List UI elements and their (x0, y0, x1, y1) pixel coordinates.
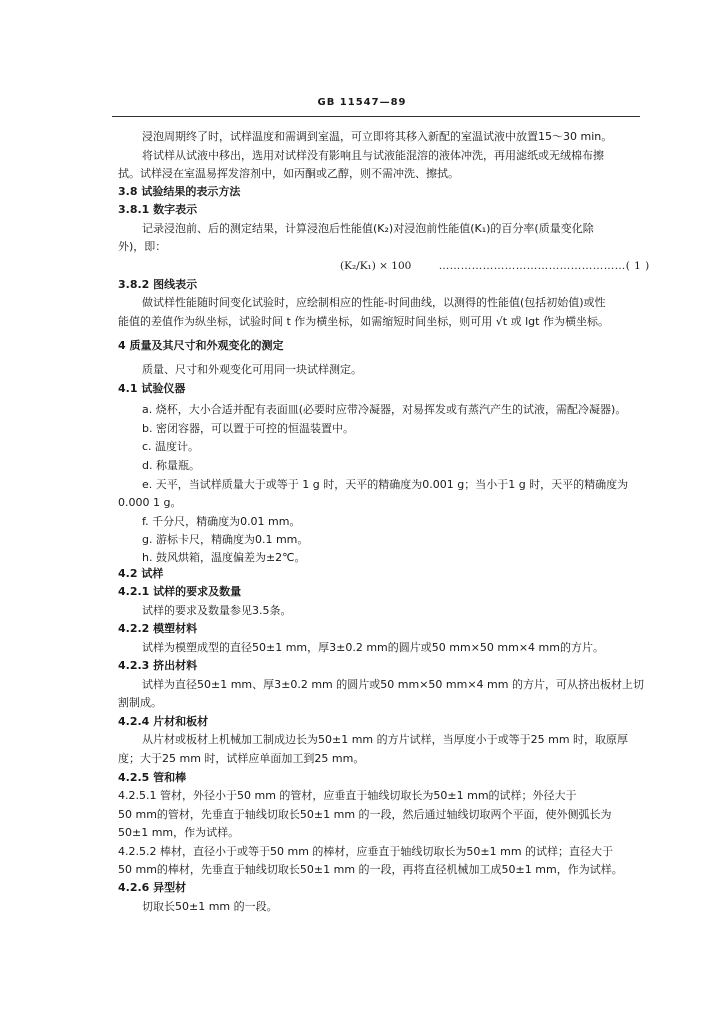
paragraph-line: 试样为直径50±1 mm、厚3±0.2 mm 的圆片或50 mm×50 mm×4 mm 的方片，可从挤出板材上切 (142, 678, 644, 691)
paragraph-line: 质量、尺寸和外观变化可用同一块试样测定。 (142, 363, 362, 376)
page-header-standard-number: GB 11547—89 (317, 97, 407, 108)
header-rule (112, 116, 640, 117)
paragraph-line: 做试样性能随时间变化试验时，应绘制相应的性能-时间曲线，以测得的性能值(包括初始值)或性 (142, 296, 606, 309)
list-item: f. 千分尺，精确度为0.01 mm。 (142, 515, 301, 528)
subsection-heading-3-8-2: 3.8.2 图线表示 (118, 278, 198, 291)
subsection-heading-4-2-6: 4.2.6 异型材 (118, 881, 187, 894)
list-item: a. 烧杯，大小合适并配有表面皿(必要时应带冷凝器，对易挥发或有蒸汽产生的试液，需配冷凝器)。 (142, 403, 627, 416)
paragraph-line: 50 mm的管材，先垂直于轴线切取长50±1 mm 的一段，然后通过轴线切取两个平面，使外侧弧长为 (118, 808, 612, 821)
subsection-heading-4-2-1: 4.2.1 试样的要求及数量 (118, 585, 242, 598)
paragraph-line: 度；大于25 mm 时，试样应单面加工到25 mm。 (118, 752, 365, 765)
list-item: d. 称量瓶。 (142, 459, 200, 472)
paragraph-line: 从片材或板材上机械加工制成边长为50±1 mm 的方片试样，当厚度小于或等于25 mm 时，取原厚 (142, 733, 629, 746)
paragraph-line: 拭。试样浸在室温易挥发溶剂中，如丙酮或乙醇，则不需冲洗、擦拭。 (118, 167, 459, 180)
list-item-continuation: 0.000 1 g。 (118, 496, 182, 509)
paragraph-line: 切取长50±1 mm 的一段。 (142, 900, 278, 913)
subsection-heading-4-2-3: 4.2.3 挤出材料 (118, 659, 198, 672)
paragraph-line: 试样的要求及数量参见3.5条。 (142, 604, 292, 617)
subsection-heading-4-2: 4.2 试样 (118, 567, 164, 580)
list-item: e. 天平，当试样质量大于或等于 1 g 时，天平的精确度为0.001 g；当小于1 g 时，天平的精确度为 (142, 478, 629, 491)
paragraph-line: 记录浸泡前、后的测定结果，计算浸泡后性能值(K₂)对浸泡前性能值(K₁)的百分率(质量变化除 (142, 222, 594, 235)
list-item: c. 温度计。 (142, 440, 200, 453)
paragraph-line: 割制成。 (118, 696, 162, 709)
list-item: h. 鼓风烘箱，温度偏差为±2℃。 (142, 551, 306, 564)
paragraph-line: 浸泡周期终了时，试样温度和需调到室温，可立即将其移入新配的室温试液中放置15～30 min。 (142, 130, 613, 143)
paragraph-line: 试样为模塑成型的直径50±1 mm，厚3±0.2 mm的圆片或50 mm×50 mm×4 mm的方片。 (142, 641, 604, 654)
formula-expression: (K₂/K₁) × 100 (340, 260, 412, 272)
paragraph-line: 外)，即： (118, 240, 167, 253)
formula-1 (340, 261, 650, 272)
formula-number: ……………………………………………( 1 ) (438, 260, 650, 272)
paragraph-line: 4.2.5.1 管材，外径小于50 mm 的管材，应垂直于轴线切取长为50±1 mm的试样；外径大于 (118, 789, 577, 802)
subsection-heading-4-2-4: 4.2.4 片材和板材 (118, 715, 209, 728)
section-heading-4: 4 质量及其尺寸和外观变化的测定 (118, 339, 284, 352)
paragraph-line: 50 mm的棒材，先垂直于轴线切取长50±1 mm 的一段，再将直径机械加工成50±1 mm，作为试样。 (118, 863, 623, 876)
paragraph-line: 50±1 mm，作为试样。 (118, 826, 240, 839)
subsection-heading-4-2-5: 4.2.5 管和棒 (118, 771, 187, 784)
paragraph-line: 4.2.5.2 棒材，直径小于或等于50 mm 的棒材，应垂直于轴线切取长为50±1 mm 的试样；直径大于 (118, 845, 614, 858)
list-item: b. 密闭容器，可以置于可控的恒温装置中。 (142, 422, 354, 435)
paragraph-line: 将试样从试液中移出，选用对试样没有影响且与试液能混溶的液体冲洗，再用滤纸或无绒棉布擦 (142, 149, 604, 162)
subsection-heading-3-8-1: 3.8.1 数字表示 (118, 203, 198, 216)
subsection-heading-4-2-2: 4.2.2 模塑材料 (118, 622, 198, 635)
paragraph-line: 能值的差值作为纵坐标，试验时间 t 作为横坐标，如需缩短时间坐标，则可用 √t 或 lgt 作为横坐标。 (118, 315, 609, 328)
subsection-heading-4-1: 4.1 试验仪器 (118, 382, 186, 395)
list-item: g. 游标卡尺，精确度为0.1 mm。 (142, 533, 309, 546)
section-heading-3-8: 3.8 试验结果的表示方法 (118, 185, 241, 198)
